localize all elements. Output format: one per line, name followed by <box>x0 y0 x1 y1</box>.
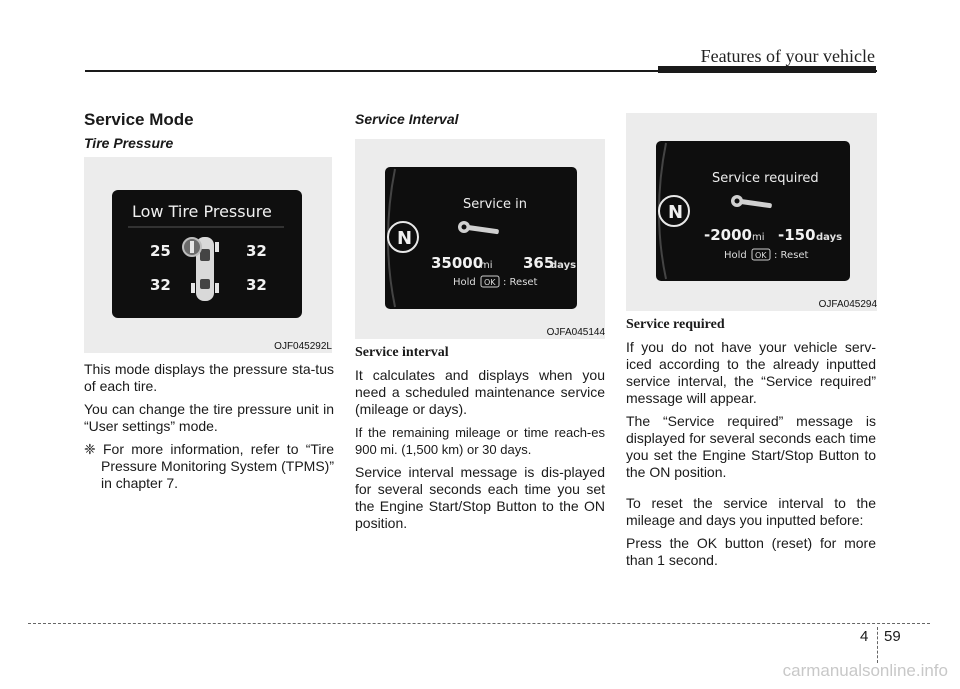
service-required-heading: Service required <box>626 317 725 332</box>
reset-label: : Reset <box>503 277 538 288</box>
gear-indicator: N <box>397 228 413 249</box>
paragraph: This mode displays the pressure sta-tus of each tire. <box>84 361 334 394</box>
days-unit: days <box>550 260 577 271</box>
service-interval-heading: Service interval <box>355 345 449 360</box>
paragraph: You can change the tire pressure unit in “User settings” mode. <box>84 401 334 434</box>
subsection-title-service-interval: Service Interval <box>355 111 459 127</box>
mileage-unit: mi <box>752 232 765 243</box>
chapter-number: 4 <box>860 628 869 645</box>
paragraph: Press the OK button (reset) for more than 1 second. <box>626 535 876 568</box>
service-interval-body <box>355 344 605 538</box>
running-header: Features of your vehicle <box>700 46 875 66</box>
paragraph: The “Service required” message is displayed for several seconds each time you set the Engine Start/Stop Button to the ON position. <box>626 413 876 480</box>
tire-value-rear-right: 32 <box>246 276 267 294</box>
days-unit: days <box>816 232 843 243</box>
tire-pressure-body <box>84 361 334 498</box>
tire-value-rear-left: 32 <box>150 276 171 294</box>
hold-label: Hold <box>724 250 747 261</box>
service-required-screen-image <box>626 113 877 311</box>
paragraph: Service interval message is dis-played for several seconds each time you set the Engine Start/Stop Button to the ON position. <box>355 464 605 531</box>
figure-code: OJFA045144 <box>546 327 605 338</box>
figure-code: OJFA045294 <box>818 299 877 310</box>
header-rule-accent <box>658 66 876 73</box>
ok-key: OK <box>755 251 767 260</box>
mileage-value: 35000 <box>431 254 484 272</box>
paragraph: To reset the service interval to the mileage and days you inputted before: <box>626 495 876 528</box>
paragraph: If you do not have your vehicle serv-iced according to the already inputted service interval, the “Service required” message will appear. <box>626 339 876 406</box>
mileage-unit: mi <box>480 260 493 271</box>
note <box>84 441 334 492</box>
figure-tire-pressure <box>84 157 332 353</box>
tire-value-front-left: 25 <box>150 242 171 260</box>
page-number-separator <box>877 627 878 663</box>
figure-service-required <box>626 113 877 311</box>
hold-label: Hold <box>453 277 476 288</box>
figure-code: OJF045292L <box>274 341 332 352</box>
screen-title: Low Tire Pressure <box>132 202 272 221</box>
watermark: carmanualsonline.info <box>782 661 948 680</box>
tire-pressure-screen-image <box>84 157 332 353</box>
days-value: 365 <box>523 254 555 272</box>
gear-indicator: N <box>668 202 684 223</box>
section-title: Service Mode <box>84 110 194 129</box>
days-value: -150 <box>778 226 816 244</box>
mileage-value: -2000 <box>704 226 752 244</box>
subsection-title-tire-pressure: Tire Pressure <box>84 135 174 151</box>
screen-title: Service required <box>712 171 819 186</box>
figure-service-interval <box>355 139 605 339</box>
page-number: 59 <box>884 628 901 645</box>
reset-label: : Reset <box>774 250 809 261</box>
service-required-body <box>626 316 876 575</box>
screen-title: Service in <box>463 197 528 212</box>
tire-value-front-right: 32 <box>246 242 267 260</box>
paragraph: If the remaining mileage or time reach-es 900 mi. (1,500 km) or 30 days. <box>355 425 605 457</box>
ok-key: OK <box>484 278 496 287</box>
service-interval-screen-image <box>355 139 605 339</box>
note-symbol: ❈ <box>84 441 96 457</box>
paragraph: It calculates and displays when you need a scheduled maintenance service (mileage or days). <box>355 367 605 417</box>
note-text: For more information, refer to “Tire Pressure Monitoring System (TPMS)” in chapter 7. <box>101 441 334 491</box>
footer-rule <box>28 623 930 624</box>
